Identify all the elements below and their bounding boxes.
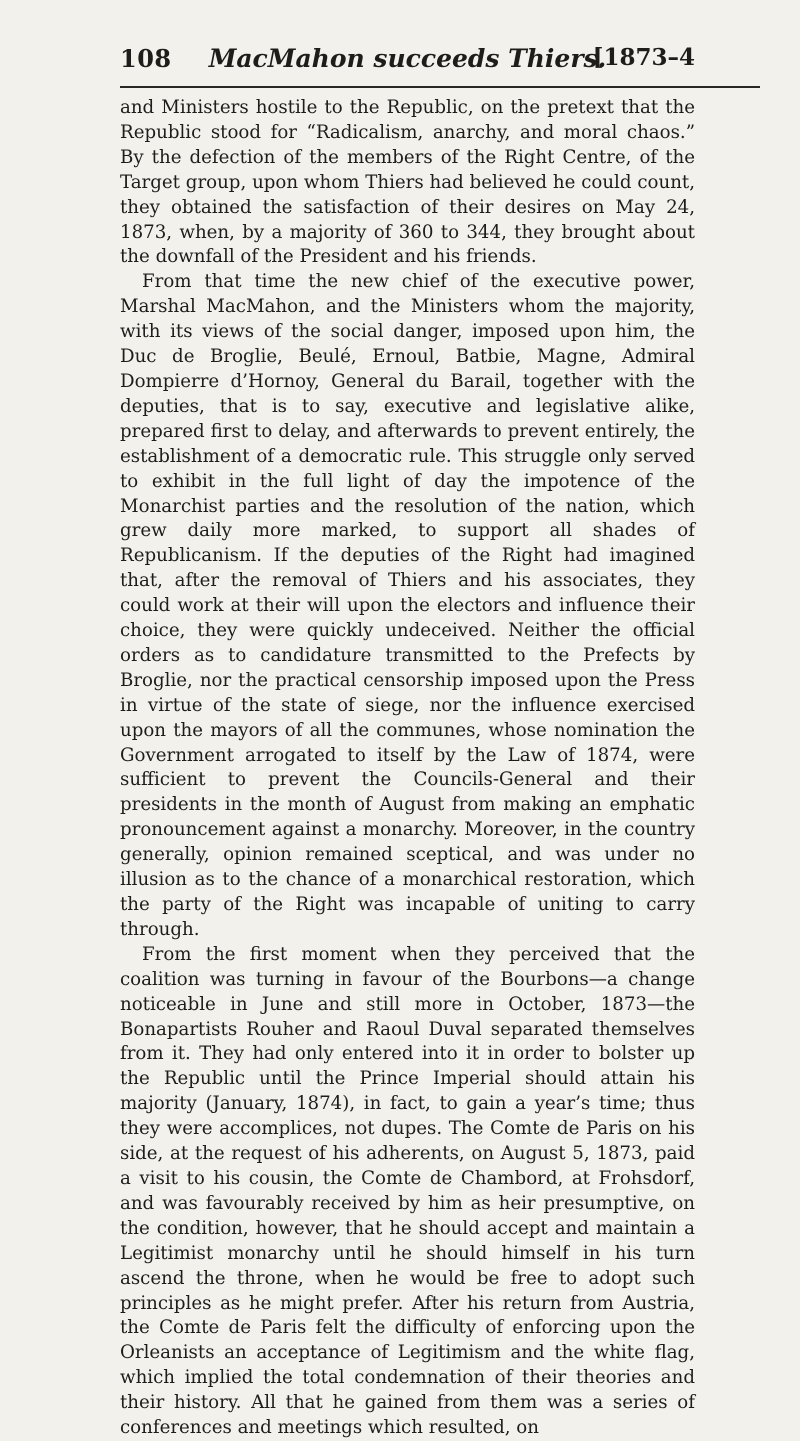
paragraph-1: and Ministers hostile to the Republic, on the pretext that the Republic stood for “Radicalism, anarchy, and moral chaos.” By the defection of the members of the Right Centre, of the Target group, upon whom Thiers had believed he could count, they obtained the satisfaction of their desires on May 24, 1873, when, by a majority of 360 to 344, they brought about the downfall of the President and his friends. — [120, 97, 695, 268]
body-text — [120, 96, 695, 1441]
page-header — [120, 44, 695, 84]
paragraph-3: From the first moment when they perceived that the coalition was turning in favour of the Bourbons—a change noticeable in June and still more in October, 1873—the Bonapartists Rouher and Raoul Duval separated themselves from it. They had only entered into it in order to bolster up the Republic until the Prince Imperial should attain his majority (January, 1874), in fact, to gain a year’s time; thus they were accomplices, not dupes. The Comte de Paris on his side, at the request of his adherents, on August 5, 1873, paid a visit to his cousin, the Comte de Chambord, at Frohsdorf, and was favourably received by him as heir presumptive, on the condition, however, that he should accept and maintain a Legitimist monarchy until he should himself in his turn ascend the throne, when he would be free to adopt such principles as he might prefer. After his return from Austria, the Comte de Paris felt the difficulty of enforcing upon the Orleanists an acceptance of Legitimism and the white flag, which implied the total condemnation of their theories and their history. All that he gained from them was a series of conferences and meetings which resulted, on — [120, 943, 695, 1439]
running-title: MacMahon succeeds Thiers. — [208, 44, 607, 73]
date-range: [1873–4 — [592, 44, 695, 71]
page-number: 108 — [120, 44, 172, 73]
header-rule — [120, 86, 760, 88]
paragraph-2: From that time the new chief of the executive power, Marshal MacMahon, and the Ministers whom the majority, with its views of the social danger, imposed upon him, the Duc de Broglie, Beulé, Ernoul, Batbie, Magne, Admiral Dompierre d’Hornoy, General du Barail, together with the deputies, that is to say, executive and legislative alike, prepared first to delay, and afterwards to prevent entirely, the establishment of a democratic rule. This struggle only served to exhibit in the full light of day the impotence of the Monarchist parties and the resolution of the nation, which grew daily more marked, to support all shades of Republicanism. If the deputies of the Right had imagined that, after the removal of Thiers and his associates, they could work at their will upon the electors and influence their choice, they were quickly undeceived. Neither the official orders as to candidature transmitted to the Prefects by Broglie, nor the practical censorship imposed upon the Press in virtue of the state of siege, nor the influence exercised upon the mayors of all the communes, whose nomination the Government arrogated to itself by the Law of 1874, were sufficient to prevent the Councils-General and their presidents in the month of August from making an emphatic pronouncement against a monarchy. Moreover, in the country generally, opinion remained sceptical, and was under no illusion as to the chance of a monarchical restoration, which the party of the Right was incapable of uniting to carry through. — [120, 271, 695, 940]
